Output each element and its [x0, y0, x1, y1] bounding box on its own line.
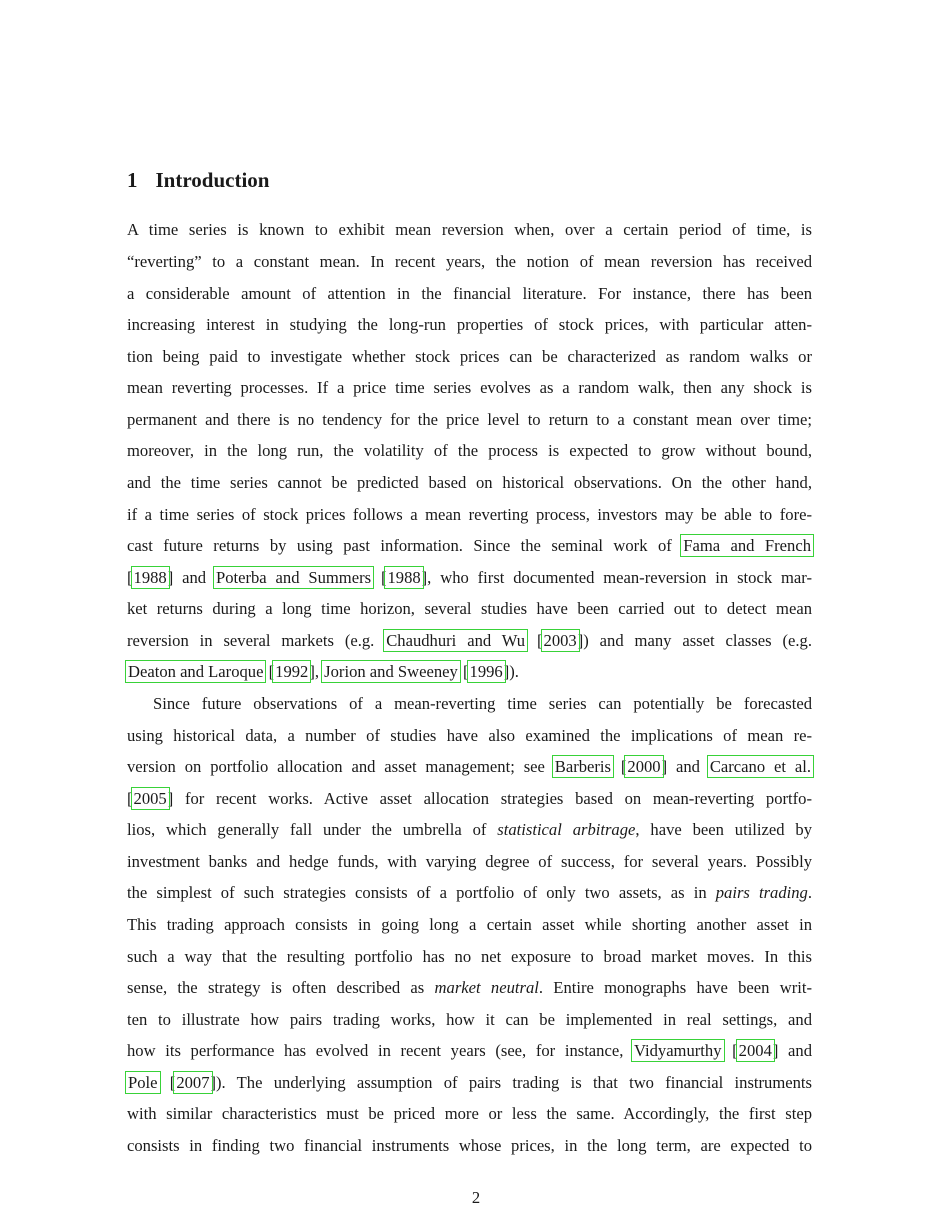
- text-segment: such a way that the resulting portfolio has no net exposure to broad market moves. In this: [127, 947, 812, 966]
- text-line: [127, 314, 812, 336]
- text-segment: “reverting” to a constant mean. In recent years, the notion of mean reversion has received: [127, 252, 812, 271]
- text-segment: ket returns during a long time horizon, several studies have been carried out to detect mean: [127, 599, 812, 618]
- text-line: [127, 977, 812, 999]
- text-line: [127, 377, 812, 399]
- citation-link[interactable]: Carcano et al.: [709, 757, 811, 776]
- text-line: [127, 1135, 812, 1157]
- text-line: [127, 472, 812, 494]
- text-segment: ] and: [772, 1041, 812, 1060]
- citation-link[interactable]: 1996: [469, 662, 503, 681]
- text-line: [127, 1103, 812, 1125]
- text-segment: [: [611, 757, 627, 776]
- text-line: [127, 725, 812, 747]
- citation-link[interactable]: Fama and French: [683, 536, 811, 555]
- text-line: [127, 409, 812, 431]
- text-segment: This trading approach consists in going long a certain asset while shorting another asset in: [127, 915, 812, 934]
- text-segment: moreover, in the long run, the volatility of the process is expected to grow without bound,: [127, 441, 812, 460]
- citation-link[interactable]: Chaudhuri and Wu: [386, 631, 526, 650]
- section-title: Introduction: [155, 168, 270, 192]
- citation-link[interactable]: Vidyamurthy: [634, 1041, 722, 1060]
- text-segment: [: [264, 662, 275, 681]
- text-segment: [: [458, 662, 469, 681]
- citation-link[interactable]: 1988: [387, 568, 421, 587]
- text-segment: reversion in several markets (e.g.: [127, 631, 386, 650]
- text-line: [127, 630, 812, 652]
- text-line: [127, 661, 812, 683]
- text-segment: with similar characteristics must be priced more or less the same. Accordingly, the first step: [127, 1104, 812, 1123]
- citation-link[interactable]: 2004: [738, 1041, 772, 1060]
- citation-link[interactable]: Barberis: [554, 757, 611, 776]
- text-segment: the simplest of such strategies consists of a portfolio of only two assets, as in: [127, 883, 716, 902]
- text-line: [127, 598, 812, 620]
- text-segment: a considerable amount of attention in the financial literature. For instance, there has been: [127, 284, 812, 303]
- text-line: [127, 788, 812, 810]
- text-segment: mean reverting processes. If a price time series evolves as a random walk, then any shock is: [127, 378, 812, 397]
- citation-link[interactable]: Poterba and Summers: [215, 568, 372, 587]
- text-segment: ] and: [167, 568, 215, 587]
- text-line: [127, 440, 812, 462]
- text-segment: , have been utilized by: [635, 820, 813, 839]
- text-segment: . Entire monographs have been writ-: [538, 978, 812, 997]
- text-segment: sense, the strategy is often described as: [127, 978, 435, 997]
- citation-link[interactable]: 2005: [133, 789, 167, 808]
- text-line: [127, 946, 812, 968]
- text-segment: permanent and there is no tendency for the price level to return to a constant mean over time;: [127, 410, 812, 429]
- text-line: [127, 914, 812, 936]
- text-segment: ] and: [661, 757, 709, 776]
- text-segment: [: [158, 1073, 176, 1092]
- text-segment: A time series is known to exhibit mean reversion when, over a certain period of time, is: [127, 220, 812, 239]
- text-line: [127, 756, 812, 778]
- text-segment: lios, which generally fall under the umbrella of: [127, 820, 498, 839]
- emphasis-text: statistical arbitrage: [497, 820, 636, 839]
- section-number: 1: [127, 168, 138, 192]
- page-number: 2: [471, 1188, 481, 1207]
- text-segment: cast future returns by using past information. Since the seminal work of: [127, 536, 683, 555]
- text-line: [127, 819, 812, 841]
- text-segment: [: [372, 568, 387, 587]
- text-segment: using historical data, a number of studies have also examined the implications of mean re-: [127, 726, 812, 745]
- text-segment: increasing interest in studying the long-run properties of stock prices, with particular atten-: [127, 315, 812, 334]
- text-line: [127, 1072, 812, 1094]
- text-line: [127, 851, 812, 873]
- text-line: [127, 504, 812, 526]
- text-segment: if a time series of stock prices follows a mean reverting process, investors may be able to fore-: [127, 505, 812, 524]
- text-segment: ten to illustrate how pairs trading works, how it can be implemented in real settings, and: [127, 1010, 812, 1029]
- text-segment: tion being paid to investigate whether stock prices can be characterized as random walks or: [127, 347, 812, 366]
- text-segment: ] for recent works. Active asset allocation strategies based on mean-reverting portfo-: [167, 789, 812, 808]
- text-segment: version on portfolio allocation and asset management; see: [127, 757, 554, 776]
- text-segment: ],: [309, 662, 324, 681]
- text-line: [127, 251, 812, 273]
- text-segment: [: [127, 568, 133, 587]
- text-line: [127, 882, 812, 904]
- text-segment: ]) and many asset classes (e.g.: [577, 631, 812, 650]
- text-line: [127, 567, 812, 589]
- text-segment: [: [127, 789, 133, 808]
- citation-link[interactable]: 2000: [627, 757, 661, 776]
- text-segment: investment banks and hedge funds, with varying degree of success, for several years. Possibly: [127, 852, 812, 871]
- citation-link[interactable]: Jorion and Sweeney: [324, 662, 458, 681]
- text-line: [127, 1040, 812, 1062]
- text-segment: how its performance has evolved in recent years (see, for instance,: [127, 1041, 633, 1060]
- emphasis-text: market neutral: [434, 978, 539, 997]
- emphasis-text: pairs trading: [715, 883, 808, 902]
- section-heading: [127, 168, 269, 193]
- text-line: [153, 693, 812, 715]
- text-segment: ]).: [503, 662, 519, 681]
- citation-link[interactable]: Pole: [128, 1073, 158, 1092]
- text-line: [127, 1009, 812, 1031]
- citation-link[interactable]: 2003: [543, 631, 577, 650]
- text-segment: .: [807, 883, 812, 902]
- text-line: [127, 219, 812, 241]
- text-segment: consists in finding two financial instruments whose prices, in the long term, are expected to: [127, 1136, 812, 1155]
- text-segment: Since future observations of a mean-reverting time series can potentially be forecasted: [153, 694, 812, 713]
- text-segment: ], who first documented mean-reversion in stock mar-: [421, 568, 812, 587]
- text-segment: and the time series cannot be predicted based on historical observations. On the other hand,: [127, 473, 812, 492]
- citation-link[interactable]: Deaton and Laroque: [128, 662, 264, 681]
- text-line: [127, 346, 812, 368]
- text-segment: ]). The underlying assumption of pairs trading is that two financial instruments: [210, 1073, 812, 1092]
- text-line: [127, 535, 812, 557]
- citation-link[interactable]: 1992: [275, 662, 309, 681]
- text-segment: [: [526, 631, 543, 650]
- text-line: [127, 283, 812, 305]
- citation-link[interactable]: 1988: [133, 568, 167, 587]
- text-segment: [: [722, 1041, 738, 1060]
- citation-link[interactable]: 2007: [176, 1073, 210, 1092]
